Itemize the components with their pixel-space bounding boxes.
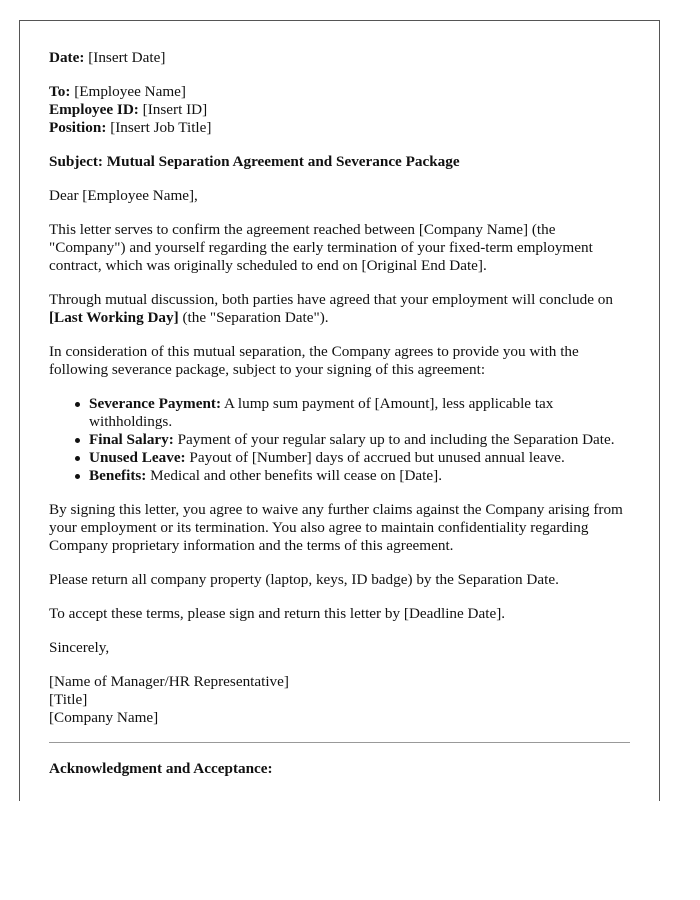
list-item-text: A lump sum payment of [Amount], less applicable tax withholdings.: [89, 395, 554, 430]
list-item-label: Final Salary:: [89, 431, 174, 448]
date-label: Date:: [49, 49, 85, 66]
signature-company: [Company Name]: [49, 709, 159, 726]
subject-line: [49, 153, 630, 171]
recipient-block: [49, 83, 630, 137]
employee-id-value: [Insert ID]: [138, 101, 208, 118]
bullet-icon: [75, 402, 80, 407]
list-item-severance-payment: [89, 395, 630, 431]
subject-text: Subject: Mutual Separation Agreement and Severance Package: [49, 153, 460, 170]
paragraph-confirmation: This letter serves to confirm the agreement reached between [Company Name] (the "Company") and yourself regarding the early termination of your fixed-term employment contract, which was originally scheduled to end on [Original End Date].: [49, 221, 593, 274]
severance-package-list: [49, 395, 630, 485]
closing: Sincerely,: [49, 639, 110, 656]
to-label: To:: [49, 83, 71, 100]
employee-id-label: Employee ID:: [49, 101, 139, 118]
list-item-label: Severance Payment:: [89, 395, 222, 412]
acknowledgment-heading: [49, 760, 630, 778]
signature-name: [Name of Manager/HR Representative]: [49, 673, 289, 690]
salutation: Dear [Employee Name],: [49, 187, 198, 204]
list-item-text: Payout of [Number] days of accrued but unused annual leave.: [185, 449, 565, 466]
paragraph-return-property: Please return all company property (laptop, keys, ID badge) by the Separation Date.: [49, 571, 559, 588]
bullet-icon: [75, 474, 80, 479]
separation-text-before: Through mutual discussion, both parties have agreed that your employment will conclude on: [49, 291, 613, 308]
list-item-final-salary: [89, 431, 630, 449]
date-line: [49, 49, 630, 67]
position-line: [49, 119, 630, 137]
signature-title: [Title]: [49, 691, 88, 708]
employee-id-line: [49, 101, 630, 119]
separation-text-after: (the "Separation Date").: [178, 309, 329, 326]
list-item-unused-leave: [89, 449, 630, 467]
list-item-label: Unused Leave:: [89, 449, 186, 466]
position-value: [Insert Job Title]: [106, 119, 212, 136]
date-value: [Insert Date]: [84, 49, 166, 66]
list-item-benefits: [89, 467, 630, 485]
list-item-text: Medical and other benefits will cease on [Date].: [146, 467, 442, 484]
divider: [49, 742, 630, 743]
letter-page: [19, 20, 660, 801]
paragraph-consideration: In consideration of this mutual separation, the Company agrees to provide you with the following severance package, subject to your signing of this agreement:: [49, 343, 579, 378]
bullet-icon: [75, 456, 80, 461]
position-label: Position:: [49, 119, 107, 136]
paragraph-waiver: By signing this letter, you agree to waive any further claims against the Company arising from your employment or its termination. You also agree to maintain confidentiality regarding Company proprietary information and the terms of this agreement.: [49, 501, 623, 554]
last-working-day: [Last Working Day]: [49, 309, 179, 326]
acknowledgment-heading-text: Acknowledgment and Acceptance:: [49, 760, 273, 777]
to-line: [49, 83, 630, 101]
paragraph-separation-date: [49, 291, 630, 327]
paragraph-deadline: To accept these terms, please sign and return this letter by [Deadline Date].: [49, 605, 506, 622]
list-item-label: Benefits:: [89, 467, 147, 484]
signature-block: [49, 673, 630, 727]
to-value: [Employee Name]: [70, 83, 186, 100]
bullet-icon: [75, 438, 80, 443]
list-item-text: Payment of your regular salary up to and including the Separation Date.: [173, 431, 615, 448]
